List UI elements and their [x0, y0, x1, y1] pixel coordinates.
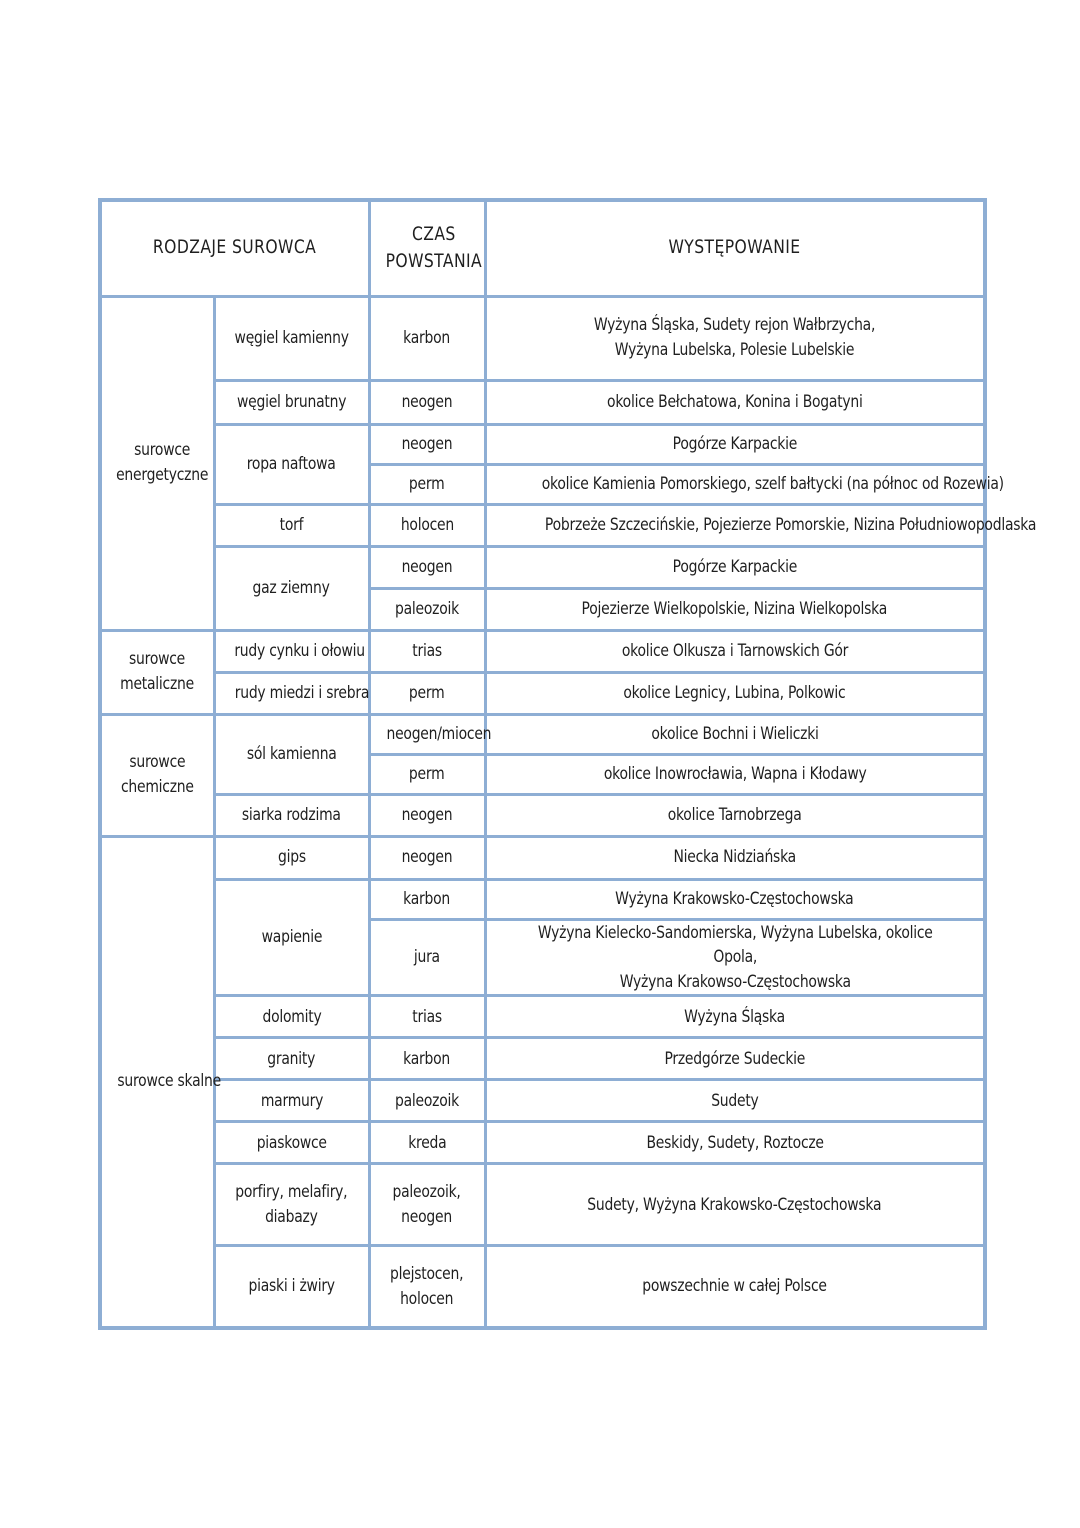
time-cell: paleozoik, neogen — [369, 1164, 485, 1246]
occurrence-cell: okolice Kamienia Pomorskiego, szelf bałtycki (na północ od Rozewia) — [485, 464, 985, 504]
occurrence-cell: Sudety — [485, 1080, 985, 1122]
raw-material-cell: piaskowce — [214, 1122, 369, 1164]
occurrence-cell: Wyżyna Krakowsko-Częstochowska — [485, 879, 985, 919]
table-row — [100, 546, 985, 588]
occurrence-cell: Pogórze Karpackie — [485, 546, 985, 588]
table-row — [100, 879, 985, 919]
raw-material-cell: porfiry, melafiry, diabazy — [214, 1164, 369, 1246]
raw-material-cell: gips — [214, 836, 369, 879]
time-cell: holocen — [369, 504, 485, 546]
time-cell: plejstocen, holocen — [369, 1246, 485, 1328]
raw-material-cell: dolomity — [214, 996, 369, 1038]
raw-material-cell: granity — [214, 1038, 369, 1080]
occurrence-cell: okolice Tarnobrzega — [485, 794, 985, 836]
raw-material-cell: wapienie — [214, 879, 369, 996]
table-row — [100, 836, 985, 879]
occurrence-cell: okolice Bełchatowa, Konina i Bogatyni — [485, 380, 985, 424]
occurrence-cell: Przedgórze Sudeckie — [485, 1038, 985, 1080]
raw-material-cell: siarka rodzima — [214, 794, 369, 836]
time-cell: paleozoik — [369, 1080, 485, 1122]
table-row — [100, 1038, 985, 1080]
time-cell: neogen — [369, 794, 485, 836]
time-cell: perm — [369, 672, 485, 714]
time-cell: neogen/miocen — [369, 714, 485, 754]
occurrence-cell: Pojezierze Wielkopolskie, Nizina Wielkopolska — [485, 588, 985, 630]
occurrence-cell: Sudety, Wyżyna Krakowsko-Częstochowska — [485, 1164, 985, 1246]
time-cell: perm — [369, 464, 485, 504]
table-row — [100, 672, 985, 714]
group-energy: surowce energetyczne — [100, 296, 214, 630]
table-row — [100, 1080, 985, 1122]
header-occurrence: WYSTĘPOWANIE — [485, 200, 985, 296]
time-cell: karbon — [369, 1038, 485, 1080]
raw-material-cell: torf — [214, 504, 369, 546]
occurrence-cell: Wyżyna Śląska, Sudety rejon Wałbrzycha, Wyżyna Lubelska, Polesie Lubelskie — [485, 296, 985, 380]
table-row — [100, 1246, 985, 1328]
raw-material-cell: ropa naftowa — [214, 424, 369, 504]
occurrence-cell: okolice Legnicy, Lubina, Polkowic — [485, 672, 985, 714]
raw-material-cell: sól kamienna — [214, 714, 369, 794]
raw-material-cell: rudy cynku i ołowiu — [214, 630, 369, 672]
occurrence-cell: Pobrzeże Szczecińskie, Pojezierze Pomorskie, Nizina Południowopodlaska — [485, 504, 985, 546]
raw-material-cell: piaski i żwiry — [214, 1246, 369, 1328]
raw-material-cell: gaz ziemny — [214, 546, 369, 630]
raw-material-cell: węgiel brunatny — [214, 380, 369, 424]
time-cell: paleozoik — [369, 588, 485, 630]
time-cell: neogen — [369, 424, 485, 464]
table-row — [100, 714, 985, 754]
occurrence-cell: Beskidy, Sudety, Roztocze — [485, 1122, 985, 1164]
raw-material-cell: węgiel kamienny — [214, 296, 369, 380]
table-row — [100, 630, 985, 672]
time-cell: kreda — [369, 1122, 485, 1164]
group-rock: surowce skalne — [100, 836, 214, 1328]
occurrence-cell: Wyżyna Kielecko-Sandomierska, Wyżyna Lubelska, okolice Opola, Wyżyna Krakowso-Częstochowska — [485, 919, 985, 996]
group-metal: surowce metaliczne — [100, 630, 214, 714]
time-cell: trias — [369, 630, 485, 672]
time-cell: neogen — [369, 546, 485, 588]
group-chemical: surowce chemiczne — [100, 714, 214, 836]
occurrence-cell: Wyżyna Śląska — [485, 996, 985, 1038]
occurrence-cell: powszechnie w całej Polsce — [485, 1246, 985, 1328]
time-cell: trias — [369, 996, 485, 1038]
table-row — [100, 996, 985, 1038]
time-cell: karbon — [369, 296, 485, 380]
raw-material-cell: rudy miedzi i srebra — [214, 672, 369, 714]
occurrence-cell: Niecka Nidziańska — [485, 836, 985, 879]
table-row — [100, 1164, 985, 1246]
occurrence-cell: Pogórze Karpackie — [485, 424, 985, 464]
table-row — [100, 504, 985, 546]
table-row — [100, 794, 985, 836]
table-row — [100, 380, 985, 424]
occurrence-cell: okolice Bochni i Wieliczki — [485, 714, 985, 754]
occurrence-cell: okolice Inowrocławia, Wapna i Kłodawy — [485, 754, 985, 794]
header-type: RODZAJE SUROWCA — [100, 200, 369, 296]
time-cell: neogen — [369, 836, 485, 879]
raw-materials-table — [98, 198, 1036, 1330]
time-cell: jura — [369, 919, 485, 996]
table-row — [100, 1122, 985, 1164]
time-cell: karbon — [369, 879, 485, 919]
header-row — [100, 200, 985, 296]
header-time: CZAS POWSTANIA — [369, 200, 485, 296]
time-cell: neogen — [369, 380, 485, 424]
occurrence-cell: okolice Olkusza i Tarnowskich Gór — [485, 630, 985, 672]
table-row — [100, 424, 985, 464]
time-cell: perm — [369, 754, 485, 794]
raw-material-cell: marmury — [214, 1080, 369, 1122]
table-row — [100, 296, 985, 380]
raw-materials-table-wrapper — [98, 198, 1036, 1328]
